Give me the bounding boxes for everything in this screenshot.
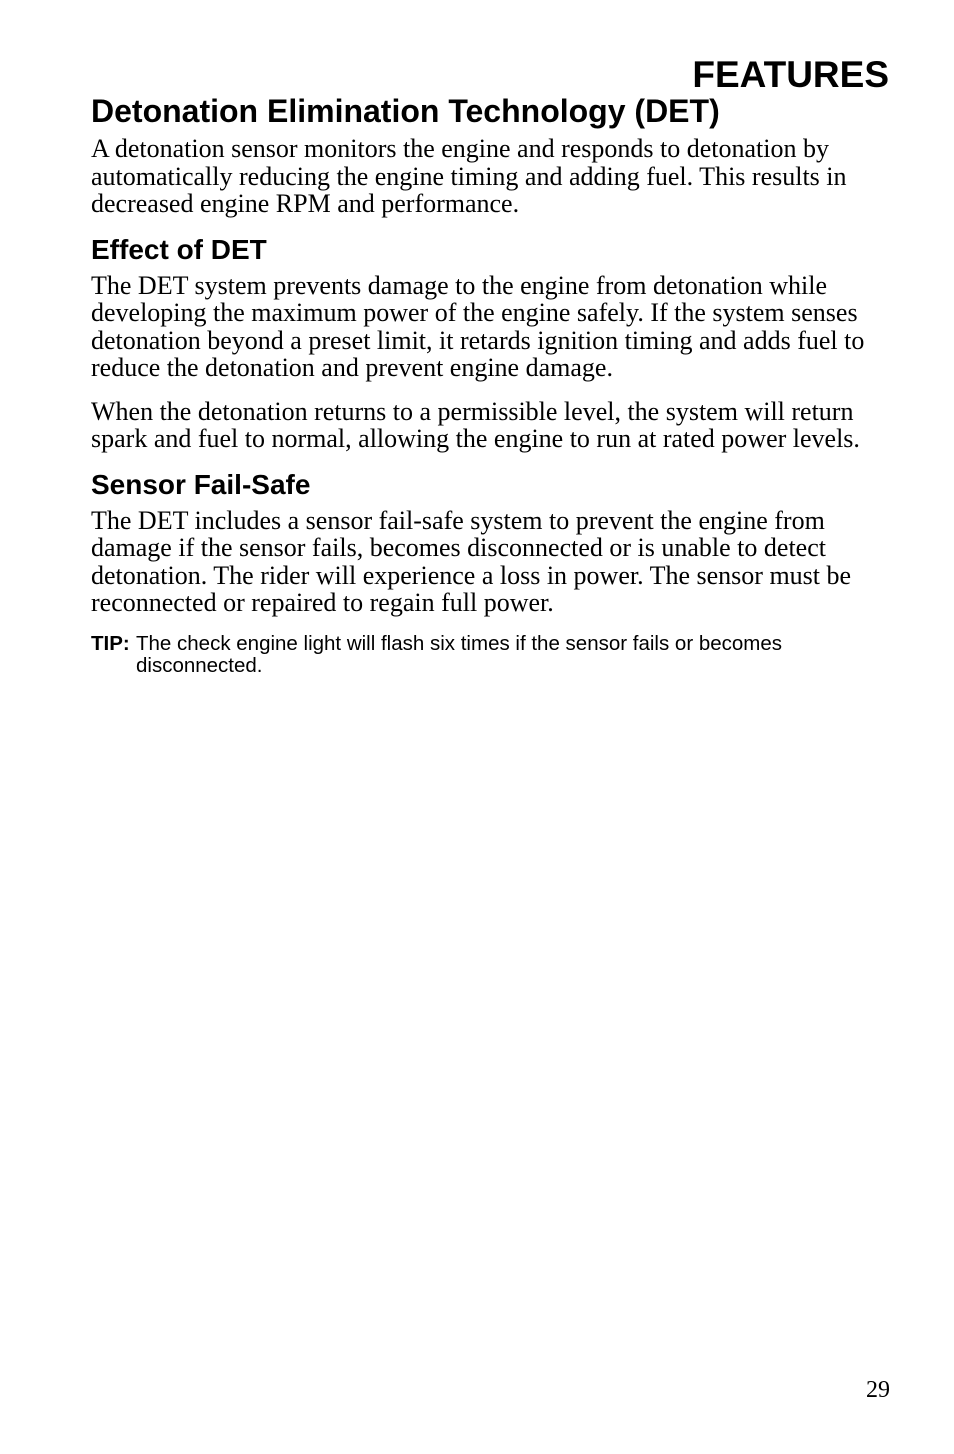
tip-note <box>91 633 891 677</box>
effect-paragraph-1: The DET system prevents damage to the engine from detonation while developing the maximum power of the engine safely. If the system senses detonation beyond a preset limit, it retards ignition timing and adds fuel to reduce the detonation and prevent engine damage. <box>91 270 865 382</box>
page-number: 29 <box>866 1377 890 1403</box>
page-content <box>91 92 891 677</box>
effect-paragraph-2: When the detonation returns to a permissible level, the system will return spark and fuel to normal, allowing the engine to run at rated power levels. <box>91 396 860 453</box>
failsafe-heading: Sensor Fail-Safe <box>91 468 311 500</box>
tip-label: TIP: <box>91 631 130 655</box>
failsafe-paragraph: The DET includes a sensor fail-safe system to prevent the engine from damage if the sensor fails, becomes disconnected or is unable to detect detonation. The rider will experience a loss in power. The sensor must be reconnected or repaired to regain full power. <box>91 505 852 617</box>
section-header: FEATURES <box>692 54 889 95</box>
tip-text: The check engine light will flash six times if the sensor fails or becomes disconnected. <box>136 631 783 677</box>
effect-heading: Effect of DET <box>91 233 267 265</box>
intro-paragraph: A detonation sensor monitors the engine and responds to detonation by automatically reducing the engine timing and adding fuel. This results in decreased engine RPM and performance. <box>91 134 847 218</box>
page-title: Detonation Elimination Technology (DET) <box>91 93 720 129</box>
manual-page <box>91 0 891 1454</box>
